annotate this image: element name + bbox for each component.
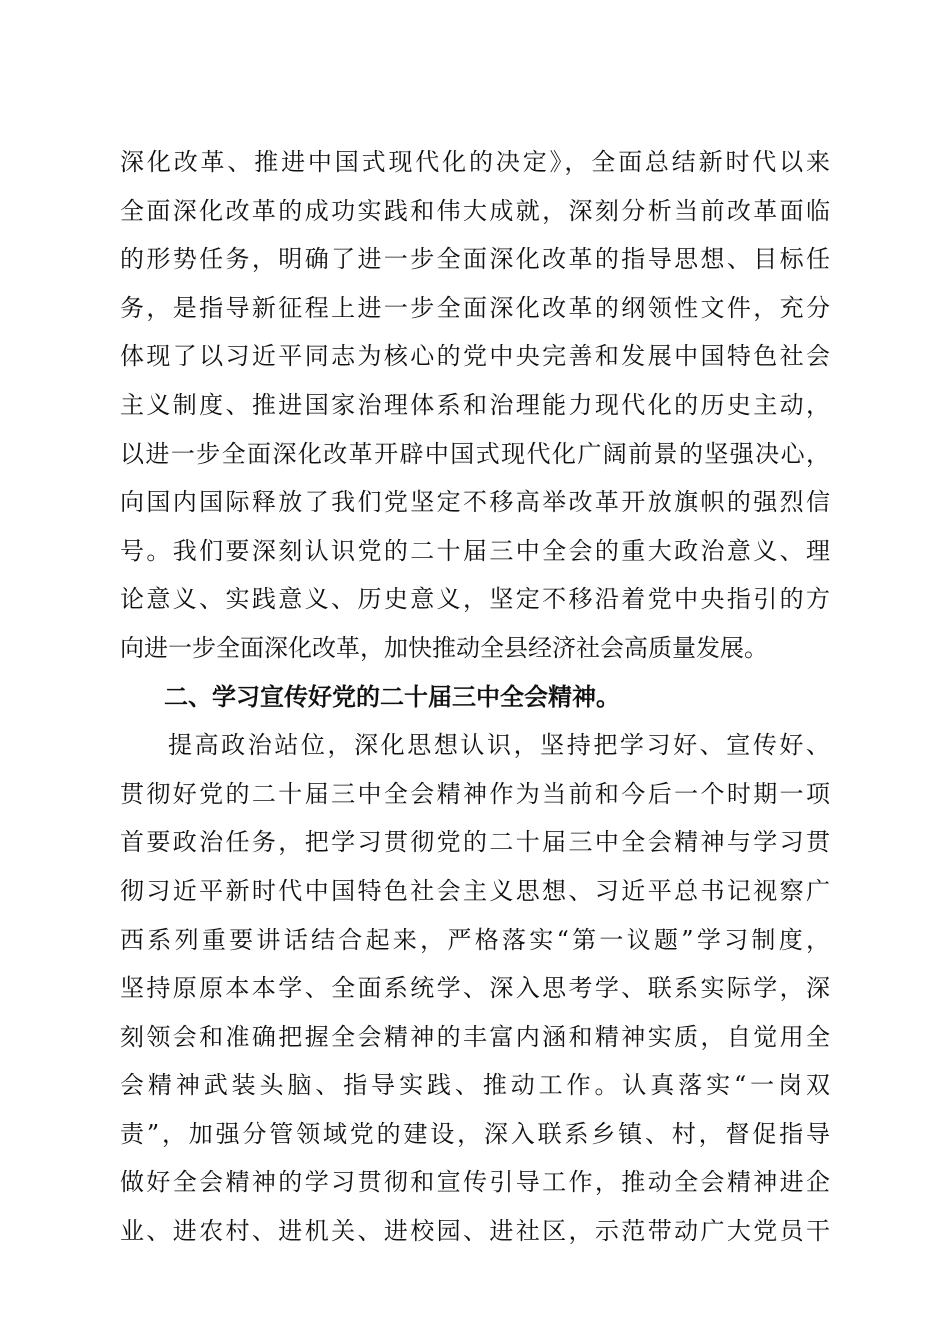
text-line: 体现了以习近平同志为核心的党中央完善和发展中国特色社会 — [120, 342, 830, 371]
text-line: 务，是指导新征程上进一步全面深化改革的纲领性文件，充分 — [120, 293, 830, 322]
text-line: 主义制度、推进国家治理体系和治理能力现代化的历史主动， — [120, 390, 830, 419]
text-line: 坚持原原本本学、全面系统学、深入思考学、联系实际学，深 — [120, 974, 830, 1003]
text-line: 刻领会和准确把握全会精神的丰富内涵和精神实质，自觉用全 — [120, 1022, 830, 1051]
text-line: 号。我们要深刻认识党的二十届三中全会的重大政治意义、理 — [120, 536, 830, 565]
text-line: 向国内国际释放了我们党坚定不移高举改革开放旗帜的强烈信 — [120, 488, 830, 517]
text-line: 向进一步全面深化改革，加快推动全县经济社会高质量发展。 — [120, 633, 768, 662]
text-line: 首要政治任务，把学习贯彻党的二十届三中全会精神与学习贯 — [120, 828, 830, 857]
text-line: 业、进农村、进机关、进校园、进社区，示范带动广大党员干 — [120, 1217, 830, 1246]
document-body — [120, 138, 830, 1256]
section-heading: 二、学习宣传好党的二十届三中全会精神。 — [164, 682, 620, 711]
text-line: 西系列重要讲话结合起来，严格落实“第一议题”学习制度， — [120, 925, 830, 954]
text-line: 责”，加强分管领域党的建设，深入联系乡镇、村，督促指导 — [120, 1119, 830, 1148]
text-line: 做好全会精神的学习贯彻和宣传引导工作，推动全会精神进企 — [120, 1168, 830, 1197]
text-line: 全面深化改革的成功实践和伟大成就，深刻分析当前改革面临 — [120, 196, 830, 225]
text-line: 提高政治站位，深化思想认识，坚持把学习好、宣传好、 — [168, 731, 830, 760]
text-line: 彻习近平新时代中国特色社会主义思想、习近平总书记视察广 — [120, 876, 830, 905]
text-line: 的形势任务，明确了进一步全面深化改革的指导思想、目标任 — [120, 245, 830, 274]
text-line: 会精神武装头脑、指导实践、推动工作。认真落实“一岗双 — [120, 1071, 830, 1100]
text-line: 以进一步全面深化改革开辟中国式现代化广阔前景的坚强决心， — [120, 439, 830, 468]
text-line: 论意义、实践意义、历史意义，坚定不移沿着党中央指引的方 — [120, 585, 830, 614]
text-line: 深化改革、推进中国式现代化的决定》，全面总结新时代以来 — [120, 148, 830, 176]
text-line: 贯彻好党的二十届三中全会精神作为当前和今后一个时期一项 — [120, 779, 830, 808]
